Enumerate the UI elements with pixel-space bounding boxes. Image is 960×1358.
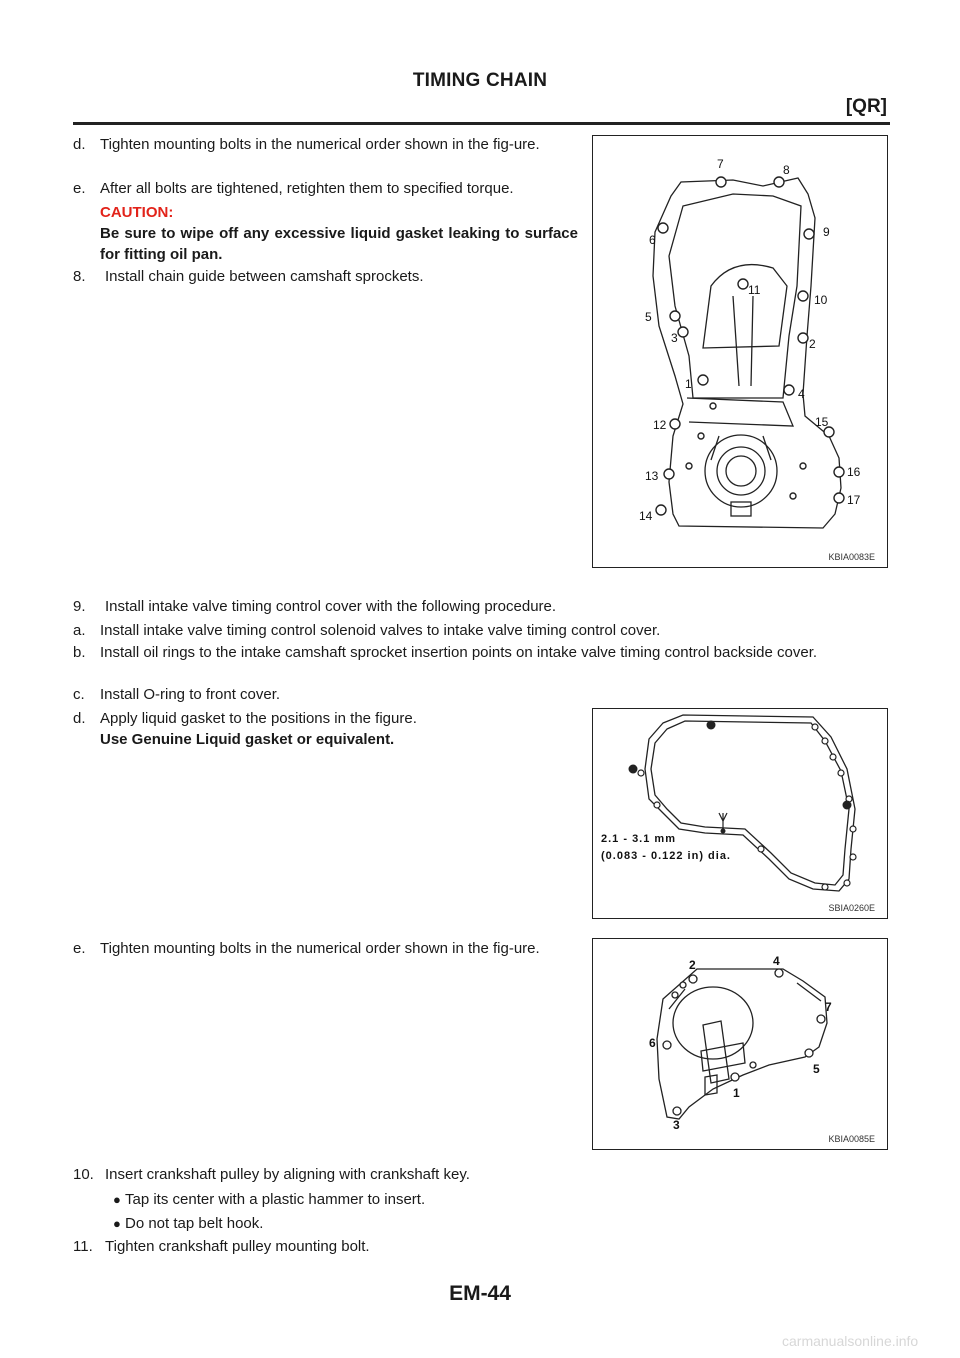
bolt-label-6: 6 [649, 1036, 656, 1050]
bolt-label-15: 15 [815, 415, 829, 429]
step-e-retighten [73, 178, 578, 199]
step-label: a. [73, 622, 86, 639]
step-b [73, 642, 890, 663]
bolt-label-5: 5 [645, 310, 652, 324]
bolt-label-11: 11 [748, 283, 761, 297]
step-10 [73, 1164, 890, 1185]
watermark: carmanualsonline.info [782, 1333, 919, 1349]
dimension-line-2: (0.083 - 0.122 in) dia. [601, 850, 731, 862]
bolt-label-3: 3 [673, 1118, 680, 1132]
figure-ivt-cover-bolt-order [592, 938, 888, 1150]
step-text: Tighten mounting bolts in the numerical order shown in the fig-ure. [100, 940, 540, 957]
front-cover-drawing [593, 136, 887, 567]
step-label: e. [73, 180, 86, 197]
step-text: Insert crankshaft pulley by aligning with crankshaft key. [105, 1166, 470, 1183]
bullet-dot: ● [113, 1216, 121, 1231]
step-text: Install O-ring to front cover. [100, 686, 281, 703]
dimension-line-1: 2.1 - 3.1 mm [601, 833, 676, 845]
step-label: 10. [73, 1166, 94, 1183]
bolt-label-3: 3 [671, 331, 678, 345]
caution-label: CAUTION: [100, 204, 174, 221]
figure-code: SBIA0260E [828, 903, 875, 913]
caution-text: Be sure to wipe off any excessive liquid gasket leaking to surface for fitting oil pan. [100, 225, 578, 263]
step-text: Tighten mounting bolts in the numerical order shown in the fig-ure. [100, 136, 540, 153]
liquid-gasket-drawing [593, 709, 887, 918]
bolt-label-2: 2 [809, 337, 816, 351]
step-label: e. [73, 940, 86, 957]
gasket-note: Use Genuine Liquid gasket or equivalent. [100, 731, 395, 748]
bullet-item [113, 1189, 426, 1210]
step-label: d. [73, 136, 86, 153]
step-label: c. [73, 686, 85, 703]
page-title: TIMING CHAIN [412, 70, 548, 91]
page-number: EM-44 [449, 1282, 511, 1305]
caution-block [73, 202, 578, 265]
step-e-tighten-ivt-cover [73, 938, 578, 959]
figure-liquid-gasket [592, 708, 888, 919]
bolt-label-12: 12 [653, 418, 667, 432]
step-label: d. [73, 710, 86, 727]
figure-code: KBIA0085E [828, 1134, 875, 1144]
step-d-tighten-front-cover [73, 134, 578, 155]
step-text: After all bolts are tightened, retighten them to specified torque. [100, 180, 514, 197]
step-text: Install oil rings to the intake camshaft sprocket insertion points on intake valve timing control backside cover. [100, 644, 818, 661]
step-label: b. [73, 644, 86, 661]
bullet-dot: ● [113, 1192, 121, 1207]
bolt-label-1: 1 [685, 377, 692, 391]
bolt-label-4: 4 [773, 954, 780, 968]
bullet-text: Tap its center with a plastic hammer to insert. [125, 1191, 426, 1208]
step-label: 9. [73, 598, 86, 615]
step-c [73, 684, 578, 705]
step-8 [73, 266, 578, 287]
step-text: Install intake valve timing control cover with the following procedure. [105, 598, 557, 615]
bolt-label-7: 7 [717, 157, 724, 171]
bolt-label-4: 4 [798, 387, 805, 401]
bolt-label-8: 8 [783, 163, 790, 177]
bolt-label-1: 1 [733, 1086, 740, 1100]
bolt-label-17: 17 [847, 493, 861, 507]
section-code: [QR] [845, 96, 887, 117]
bolt-label-2: 2 [689, 958, 696, 972]
step-label: 11. [73, 1238, 93, 1255]
bolt-label-13: 13 [645, 469, 659, 483]
bolt-label-16: 16 [847, 465, 861, 479]
step-d-liquid-gasket [73, 708, 578, 750]
bolt-label-5: 5 [813, 1062, 820, 1076]
step-9 [73, 596, 890, 617]
bullet-item [113, 1213, 264, 1234]
step-text: Install intake valve timing control solenoid valves to intake valve timing control cover. [100, 622, 661, 639]
figure-front-cover-bolt-order [592, 135, 888, 568]
bolt-label-10: 10 [814, 293, 828, 307]
bolt-label-7: 7 [825, 1000, 832, 1014]
bullet-text: Do not tap belt hook. [125, 1215, 264, 1232]
step-text: Install chain guide between camshaft sprockets. [105, 268, 424, 285]
bolt-label-9: 9 [823, 225, 830, 239]
step-label: 8. [73, 268, 86, 285]
figure-code: KBIA0083E [828, 552, 875, 562]
ivt-cover-drawing [593, 939, 887, 1149]
bolt-label-14: 14 [639, 509, 653, 523]
header-rule [73, 122, 890, 125]
step-text: Apply liquid gasket to the positions in the figure. [100, 710, 417, 727]
bolt-label-6: 6 [649, 233, 656, 247]
step-text: Tighten crankshaft pulley mounting bolt. [105, 1238, 370, 1255]
step-a [73, 620, 890, 641]
step-11 [73, 1236, 890, 1257]
